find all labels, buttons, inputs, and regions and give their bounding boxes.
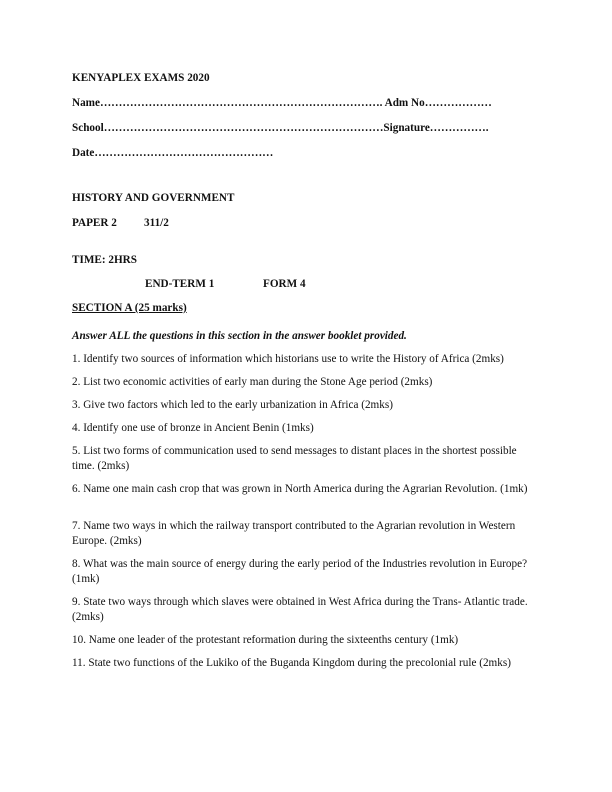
question-4: 4. Identify one use of bronze in Ancient Benin (1mks) — [72, 422, 314, 434]
question-8: 8. What was the main source of energy during the early period of the Industries revolution in Europe? (1mk) — [72, 558, 528, 585]
exam-title: KENYAPLEX EXAMS 2020 — [72, 72, 210, 84]
question-7: 7. Name two ways in which the railway transport contributed to the Agrarian revolution in Western Europe. (2mks) — [72, 520, 516, 547]
term-label: END-TERM 1 — [145, 278, 215, 290]
paper-label: PAPER 2 — [72, 217, 117, 229]
school-field: School…………………………………………………………………Signature……………. — [72, 122, 489, 134]
date-field: Date………………………………………… — [72, 147, 274, 159]
form-label: FORM 4 — [263, 278, 306, 290]
time-allowed: TIME: 2HRS — [72, 254, 137, 266]
question-2: 2. List two economic activities of early man during the Stone Age period (2mks) — [72, 376, 433, 388]
question-1: 1. Identify two sources of information which historians use to write the History of Africa (2mks) — [72, 353, 504, 365]
instructions: Answer ALL the questions in this section in the answer booklet provided. — [72, 330, 407, 342]
question-10: 10. Name one leader of the protestant reformation during the sixteenths century (1mk) — [72, 634, 459, 646]
subject-title: HISTORY AND GOVERNMENT — [72, 192, 235, 204]
question-9: 9. State two ways through which slaves were obtained in West Africa during the Trans- Atlantic trade. (2mks) — [72, 596, 528, 623]
name-field: Name…………………………………………………………………. Adm No……………… — [72, 97, 492, 109]
section-title: SECTION A (25 marks) — [72, 302, 187, 314]
question-11: 11. State two functions of the Lukiko of the Buganda Kingdom during the precolonial rule (2mks) — [72, 657, 511, 669]
question-5: 5. List two forms of communication used to send messages to distant places in the shortest possible time. (2mks) — [72, 445, 517, 472]
paper-code: 311/2 — [144, 217, 169, 229]
question-6: 6. Name one main cash crop that was grown in North America during the Agrarian Revolution. (1mk) — [72, 483, 528, 495]
question-3: 3. Give two factors which led to the early urbanization in Africa (2mks) — [72, 399, 393, 411]
